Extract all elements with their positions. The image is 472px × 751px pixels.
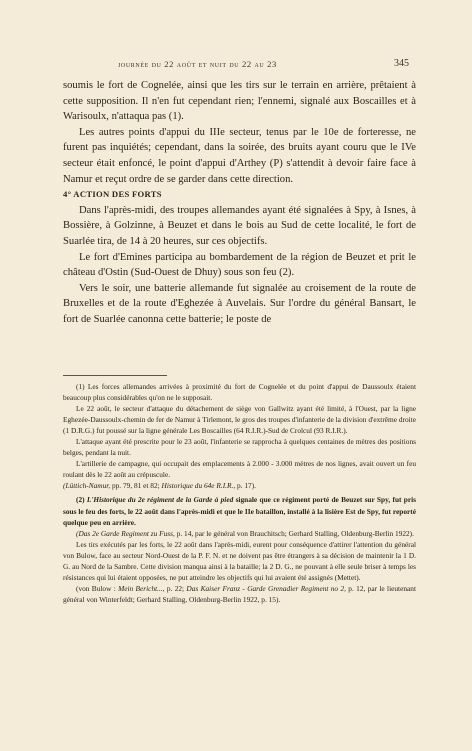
footnote-2-paragraph: Les tirs exécutés par les forts, le 22 août dans l'après-midi, eurent pour conséquence d'attirer l'attention du général von Bulow, face au secteur Nord-Ouest de la P. F. N. et ne doivent pas être étrangers à sa décision de maintenir la 1 D. G. au Nord de la Sambre. Cette division manqua ainsi à la bataille; la 2 D. G., ne pouvant à elle seule briser à temps les résistances qui lui étaient opposées, ne put atteindre les objectifs qui lui avaient été assignés (Mettet). <box>63 539 416 582</box>
main-text <box>63 78 416 328</box>
footnote-text: p. 12, par le lieutenant général von Winterfeldt; Gerhard Stalling, Oldenburg-Berlin 1922, p. 15). <box>63 583 416 604</box>
footnote-text: p. 17). <box>235 481 256 491</box>
paragraph-third-sector: Les autres points d'appui du IIIe secteur, tenus par le 10e de forteresse, ne furent pas inquiétés; cependant, dans la soirée, des bruits ayant couru que le IVe secteur était enfoncé, le point d'appui d'Arthey (P) s'attendit à devoir faire face à Namur et reçut ordre de se garder dans cette direction. <box>63 126 416 185</box>
source-title: Historique du 64e R.I.R., <box>161 481 236 491</box>
page-number: 345 <box>394 58 409 69</box>
footnote-rule <box>63 375 167 376</box>
footnote-1-paragraph: L'attaque ayant été prescrite pour le 23 août, l'infanterie se rapprocha à quelques centaines de mètres des positions belges, pendant la nuit. <box>63 437 416 458</box>
section-heading: 4° ACTION DES FORTS <box>63 189 162 200</box>
paragraph-afternoon: Dans l'après-midi, des troupes allemandes ayant été signalées à Spy, à Isnes, à Bossière, à Golzinne, à Beuzet et dans le bois au Sud de cette localité, le fort de Suarlée tira, de 14 à 20 heures, sur ces objectifs. <box>63 204 416 247</box>
footnote-2-paragraph <box>63 528 416 539</box>
footnote-text: L'artillerie de campagne, qui occupait des emplacements à 2.000 - 3.000 mètres de nos lignes, avait ouvert un feu roulant dès le 22 août au crépuscule. <box>63 459 416 480</box>
footnote-number: (2) <box>76 495 87 505</box>
footnote-text: (von Bulow : <box>76 583 119 593</box>
footnote-text: p. 22; <box>164 583 187 593</box>
footnote-2-paragraph <box>63 583 416 605</box>
source-title: (Lüttich-Namur, <box>63 481 111 491</box>
footnote-1: (1) Les forces allemandes arrivées à proximité du fort de Cognelée et du point d'appui de Daussoulx étaient beaucoup plus considérables qu'on ne le supposait. <box>63 382 416 403</box>
paragraph-emines: Le fort d'Emines participa au bombardement de la région de Beuzet et prit le château d'Ostin (Sud-Ouest de Dhuy) sous son feu (2). <box>63 251 416 279</box>
running-title: journée du 22 août et nuit du 22 au 23 <box>118 59 277 69</box>
source-title: Mein Bericht..., <box>118 583 165 593</box>
footnote-2 <box>63 494 416 527</box>
footnote-text: pp. 79, 81 et 82; <box>110 481 162 491</box>
paragraph-evening: Vers le soir, une batterie allemande fut signalée au croisement de la route de Bruxelles et de la route d'Eghezée à Auvelais. Sur l'ordre du général Bansart, le fort de Suarlée canonna cette batterie; le poste de <box>63 282 416 325</box>
footnote-text: signale que ce régiment porté de Beuzet sur Spy, fut pris sous le feu des forts, le 22 août dans l'après-midi et que le IIe bataillon, installé à la lisière Est de Spy, fut reporté quelque peu en arrière. <box>63 495 416 527</box>
paragraph-continuation: soumis le fort de Cognelée, ainsi que les tirs sur le terrain en arrière, prêtaient à cette supposition. Il n'en fut cependant rien; l'ennemi, signalé aux Boscailles et à Warisoulx, n'attaqua pas (1). <box>63 80 416 123</box>
footnotes <box>63 381 416 605</box>
source-title: (Das 2e Garde Regiment zu Fuss, <box>76 528 175 538</box>
source-title: L'Historique du 2e régiment de la Garde à pied <box>86 495 234 505</box>
footnote-text: p. 14, par le général von Brauchitsch; Gerhard Stalling, Oldenburg-Berlin 1922). <box>174 528 414 538</box>
footnote-1-paragraph <box>63 458 416 491</box>
source-title: Das Kaiser Franz - Garde Grenadier Regiment no 2, <box>186 583 346 593</box>
footnote-1-paragraph: Le 22 août, le secteur d'attaque du détachement de siège von Gallwitz ayant été limité, à l'Ouest, par la ligne Eghezée-Daussoulx-chemin de fer de Namur à Tirlemont, le gros des troupes d'infanterie de la division d'extrême droite (1 D.R.G.) fut poussé sur la ligne générale Les Boscailles (64 R.I.R.)-Sud de Crolcul (93 R.I.R.). <box>63 404 416 436</box>
